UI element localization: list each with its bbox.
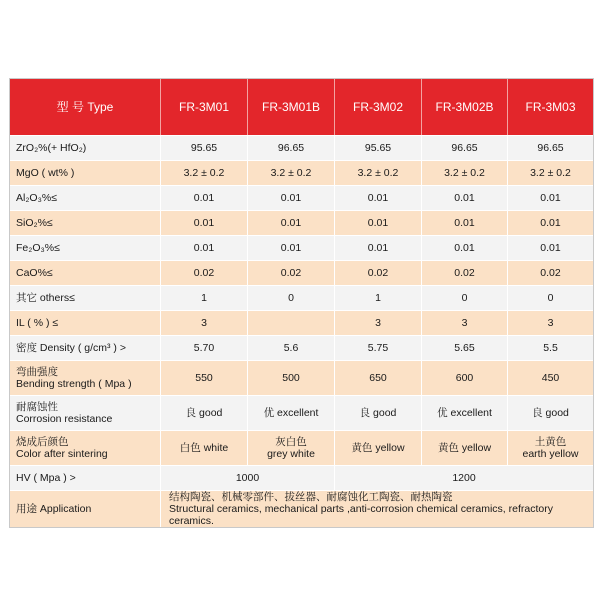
table-cell — [248, 310, 335, 335]
table-cell: 95.65 — [161, 135, 248, 160]
row-label: HV ( Mpa ) > — [10, 465, 161, 490]
row-label: ZrO₂%(+ HfO₂) — [10, 135, 161, 160]
application-cn: 结构陶瓷、机械零部件、拔丝器、耐腐蚀化工陶瓷、耐热陶瓷 — [169, 491, 453, 503]
model-header: FR-3M02B — [422, 79, 508, 135]
table-cell: 3.2 ± 0.2 — [508, 160, 593, 185]
table-cell: 450 — [508, 360, 593, 395]
color-line-1: 土黄色 — [534, 436, 567, 448]
table-cell: 96.65 — [422, 135, 508, 160]
table-cell: 0.01 — [508, 185, 593, 210]
table-row-cao — [10, 260, 593, 285]
row-label — [10, 395, 161, 430]
row-label-en: Corrosion resistance — [16, 413, 113, 425]
table-cell: 0.01 — [335, 210, 422, 235]
table-row-zro2 — [10, 135, 593, 160]
row-label: MgO ( wt% ) — [10, 160, 161, 185]
row-label-en: Color after sintering — [16, 448, 108, 460]
table-cell: 3.2 ± 0.2 — [248, 160, 335, 185]
table-cell: 1 — [335, 285, 422, 310]
table-cell: 0 — [422, 285, 508, 310]
table-cell: 0.01 — [248, 210, 335, 235]
color-line-1: 白色 white — [179, 442, 229, 454]
table-cell: 3.2 ± 0.2 — [161, 160, 248, 185]
application-en: Structural ceramics, mechanical parts ,anti-corrosion chemical ceramics, refractory ceramics. — [169, 503, 553, 527]
row-label: SiO₂%≤ — [10, 210, 161, 235]
color-line-2: earth yellow — [522, 448, 579, 460]
table-row-mgo — [10, 160, 593, 185]
row-label — [10, 430, 161, 465]
table-cell: 1000 — [161, 465, 335, 490]
row-label-cn: 弯曲强度 — [16, 366, 58, 378]
row-label: CaO%≤ — [10, 260, 161, 285]
table-cell: 5.75 — [335, 335, 422, 360]
model-header: FR-3M01 — [161, 79, 248, 135]
table-row-bending — [10, 360, 593, 395]
table-cell: 良 good — [335, 395, 422, 430]
table-cell: 95.65 — [335, 135, 422, 160]
table-cell: 5.65 — [422, 335, 508, 360]
model-header: FR-3M03 — [508, 79, 593, 135]
header-row — [10, 79, 593, 135]
product-spec-table — [9, 78, 594, 528]
table-cell: 3.2 ± 0.2 — [422, 160, 508, 185]
table-cell: 0.01 — [422, 235, 508, 260]
table-cell: 96.65 — [508, 135, 593, 160]
table-cell: 0 — [248, 285, 335, 310]
table-cell: 0.02 — [248, 260, 335, 285]
table-cell: 优 excellent — [248, 395, 335, 430]
table-cell: 1200 — [335, 465, 593, 490]
table-row-fe2o3 — [10, 235, 593, 260]
spec-table-container — [9, 78, 592, 528]
table-cell: 0 — [508, 285, 593, 310]
table-row-hv — [10, 465, 593, 490]
table-cell — [508, 430, 593, 465]
application-cell — [161, 490, 593, 527]
table-cell: 0.01 — [422, 210, 508, 235]
table-cell: 0.01 — [508, 235, 593, 260]
table-cell: 0.02 — [422, 260, 508, 285]
table-cell: 0.01 — [248, 235, 335, 260]
row-label: Al₂O₃%≤ — [10, 185, 161, 210]
table-cell: 0.01 — [422, 185, 508, 210]
table-cell: 0.01 — [335, 235, 422, 260]
table-cell: 0.01 — [161, 185, 248, 210]
table-cell: 0.02 — [335, 260, 422, 285]
table-cell: 600 — [422, 360, 508, 395]
table-cell: 3 — [161, 310, 248, 335]
table-cell: 0.01 — [508, 210, 593, 235]
table-row-corrosion — [10, 395, 593, 430]
row-label: 其它 others≤ — [10, 285, 161, 310]
color-line-1: 黄色 yellow — [437, 442, 492, 454]
row-label-en: Bending strength ( Mpa ) — [16, 378, 132, 390]
row-label: IL ( % ) ≤ — [10, 310, 161, 335]
table-cell: 3 — [422, 310, 508, 335]
table-row-al2o3 — [10, 185, 593, 210]
row-label: 用途 Application — [10, 490, 161, 527]
table-cell — [422, 430, 508, 465]
table-row-application — [10, 490, 593, 527]
row-label: 密度 Density ( g/cm³ ) > — [10, 335, 161, 360]
table-cell: 3.2 ± 0.2 — [335, 160, 422, 185]
table-cell: 良 good — [161, 395, 248, 430]
table-cell — [248, 430, 335, 465]
table-cell: 5.6 — [248, 335, 335, 360]
table-cell: 3 — [508, 310, 593, 335]
row-label: Fe₂O₃%≤ — [10, 235, 161, 260]
table-cell: 96.65 — [248, 135, 335, 160]
table-row-density — [10, 335, 593, 360]
table-cell: 650 — [335, 360, 422, 395]
table-cell: 0.01 — [335, 185, 422, 210]
table-cell: 0.01 — [248, 185, 335, 210]
table-row-il — [10, 310, 593, 335]
row-label-cn: 烧成后颜色 — [16, 436, 69, 448]
row-label — [10, 360, 161, 395]
table-row-color — [10, 430, 593, 465]
table-cell — [161, 430, 248, 465]
table-row-sio2 — [10, 210, 593, 235]
table-cell: 5.70 — [161, 335, 248, 360]
table-cell: 优 excellent — [422, 395, 508, 430]
model-header: FR-3M01B — [248, 79, 335, 135]
table-cell: 1 — [161, 285, 248, 310]
table-cell: 5.5 — [508, 335, 593, 360]
table-cell: 0.01 — [161, 235, 248, 260]
table-cell: 500 — [248, 360, 335, 395]
color-line-1: 黄色 yellow — [351, 442, 405, 454]
row-label-cn: 耐腐蚀性 — [16, 401, 58, 413]
table-cell: 550 — [161, 360, 248, 395]
type-header: 型 号 Type — [10, 79, 161, 135]
table-cell: 3 — [335, 310, 422, 335]
table-cell: 0.02 — [161, 260, 248, 285]
table-cell: 良 good — [508, 395, 593, 430]
model-header: FR-3M02 — [335, 79, 422, 135]
table-row-others — [10, 285, 593, 310]
table-cell — [335, 430, 422, 465]
table-cell: 0.02 — [508, 260, 593, 285]
color-line-1: 灰白色 — [275, 436, 307, 448]
table-cell: 0.01 — [161, 210, 248, 235]
color-line-2: grey white — [267, 448, 315, 460]
